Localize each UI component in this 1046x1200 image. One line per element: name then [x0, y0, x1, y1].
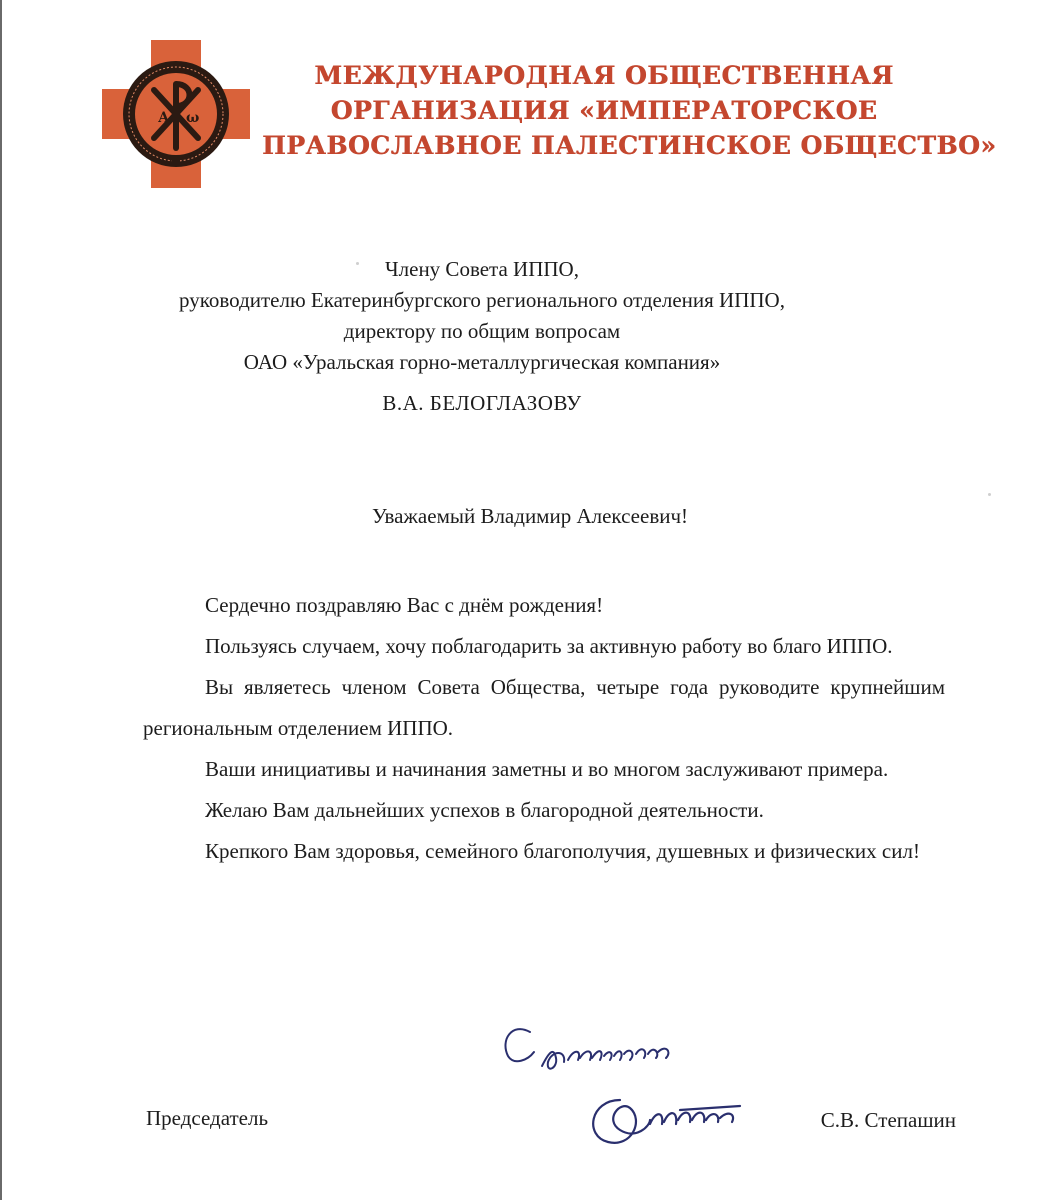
- signature-mark: [580, 1080, 760, 1160]
- signature-area: [470, 1010, 770, 1170]
- addressee-block: [100, 254, 864, 378]
- handwritten-closing: [490, 1010, 690, 1090]
- body-paragraph: Ваши инициативы и начинания заметны и во многом заслуживают примера.: [205, 757, 889, 781]
- letter-body: [143, 585, 945, 872]
- organization-title-line: МЕЖДУНАРОДНАЯ ОБЩЕСТВЕННАЯ: [314, 61, 894, 90]
- body-paragraph: Сердечно поздравляю Вас с днём рождения!: [205, 593, 604, 617]
- body-paragraph: Пользуясь случаем, хочу поблагодарить за активную работу во благо ИППО.: [205, 634, 893, 658]
- signer-name: С.В. Степашин: [820, 1108, 956, 1132]
- scan-speck: [988, 493, 991, 496]
- body-paragraph: Вы являетесь членом Совета Общества, четыре года руководите крупнейшим региональным отделением ИППО.: [143, 675, 945, 740]
- chi-rho-cross-emblem-icon: [102, 40, 250, 188]
- recipient-name: В.А. БЕЛОГЛАЗОВУ: [382, 391, 582, 415]
- addressee-line: Члену Совета ИППО,: [385, 257, 579, 281]
- body-paragraph: Крепкого Вам здоровья, семейного благополучия, душевных и физических сил!: [205, 839, 920, 863]
- signer-title: Председатель: [146, 1106, 269, 1130]
- organization-title-line: ПРАВОСЛАВНОЕ ПАЛЕСТИНСКОЕ ОБЩЕСТВО»: [262, 131, 997, 160]
- emblem-omega-symbol: ω: [186, 110, 200, 126]
- salutation: Уважаемый Владимир Алексеевич!: [371, 504, 689, 528]
- addressee-line: директору по общим вопросам: [343, 319, 621, 343]
- scan-edge-line: [0, 0, 2, 1200]
- emblem-alpha-symbol: А: [158, 110, 170, 126]
- addressee-line: руководителю Екатеринбургского регионального отделения ИППО,: [179, 288, 785, 312]
- organization-title-line: ОРГАНИЗАЦИЯ «ИМПЕРАТОРСКОЕ: [330, 96, 878, 125]
- body-paragraph: Желаю Вам дальнейших успехов в благородной деятельности.: [205, 798, 764, 822]
- organization-title: [262, 58, 997, 163]
- addressee-line: ОАО «Уральская горно-металлургическая компания»: [243, 350, 721, 374]
